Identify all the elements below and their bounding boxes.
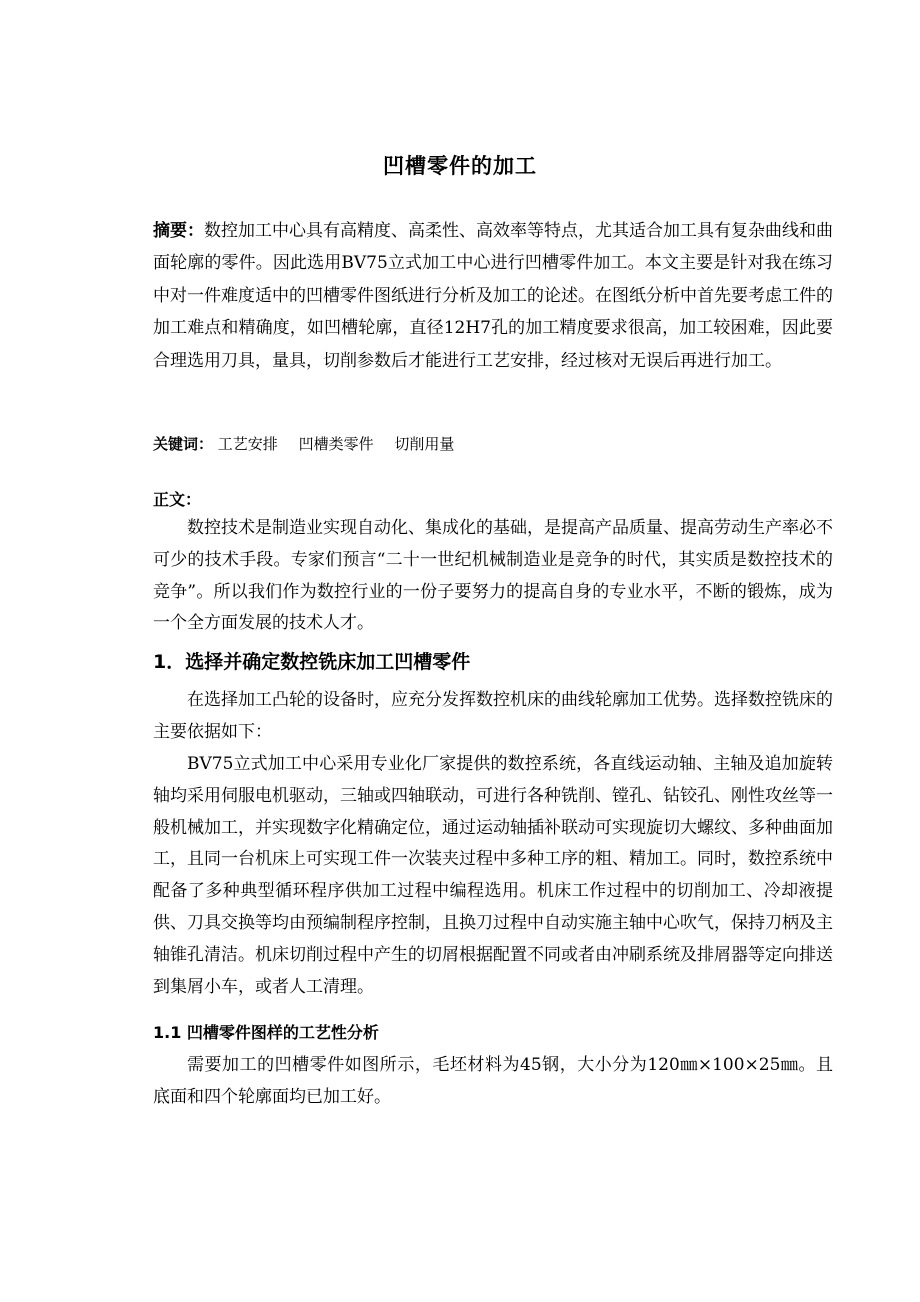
keywords-section [153,431,833,457]
abstract-section [153,215,833,377]
keyword-item: 工艺安排 [217,435,278,453]
section-1-heading: 1．选择并确定数控铣床加工凹槽零件 [153,651,471,673]
section-1-paragraph-2: BV75立式加工中心采用专业化厂家提供的数控系统，各直线运动轴、主轴及追加旋转轴均采用伺服电机驱动，三轴或四轴联动，可进行各种铣削、镗孔、钻铰孔、刚性攻丝等一般机械加工，并实现数字化精确定位，通过运动轴插补联动可实现旋切大螺纹、多种曲面加工，且同一台机床上可实现工件一次装夹过程中多种工序的粗、精加工。同时，数控系统中配备了多种典型循环程序供加工过程中编程选用。机床工作过程中的切削加工、冷却液提供、刀具交换等均由预编制程序控制，且换刀过程中自动实施主轴中心吹气，保持刀柄及主轴锥孔清洁。机床切削过程中产生的切屑根据配置不同或者由冲刷系统及排屑器等定向排送到集屑小车，或者人工清理。 [153,754,833,997]
section-1-1-paragraph: 需要加工的凹槽零件如图所示，毛坯材料为45钢，大小分为120㎜×100×25㎜。且底面和四个轮廓面均已加工好。 [153,1055,833,1107]
keyword-item: 凹槽类零件 [298,435,374,453]
keyword-item: 切削用量 [394,435,455,453]
intro-paragraph: 数控技术是制造业实现自动化、集成化的基础，是提高产品质量、提高劳动生产率必不可少的技术手段。专家们预言“二十一世纪机械制造业是竞争的时代，其实质是数控技术的竞争”。所以我们作为数控行业的一份子要努力的提高自身的专业水平，不断的锻炼，成为一个全方面发展的技术人才。 [153,518,833,634]
abstract-label: 摘要： [153,221,204,241]
section-1-1-heading: 1.1 凹槽零件图样的工艺性分析 [153,1023,379,1042]
body-label: 正文： [153,490,202,509]
keywords-label: 关键词： [153,435,214,453]
document-title: 凹槽零件的加工 [383,154,537,178]
abstract-text: 数控加工中心具有高精度、高柔性、高效率等特点，尤其适合加工具有复杂曲线和曲面轮廓的零件。因此选用BV75立式加工中心进行凹槽零件加工。本文主要是针对我在练习中对一件难度适中的凹槽零件图纸进行分析及加工的论述。在图纸分析中首先要考虑工件的加工难点和精确度，如凹槽轮廓，直径12H7孔的加工精度要求很高，加工较困难，因此要合理选用刀具，量具，切削参数后才能进行工艺安排，经过核对无误后再进行加工。 [153,221,833,371]
section-1-paragraph-1: 在选择加工凸轮的设备时，应充分发挥数控机床的曲线轮廓加工优势。选择数控铣床的主要依据如下： [153,690,833,742]
